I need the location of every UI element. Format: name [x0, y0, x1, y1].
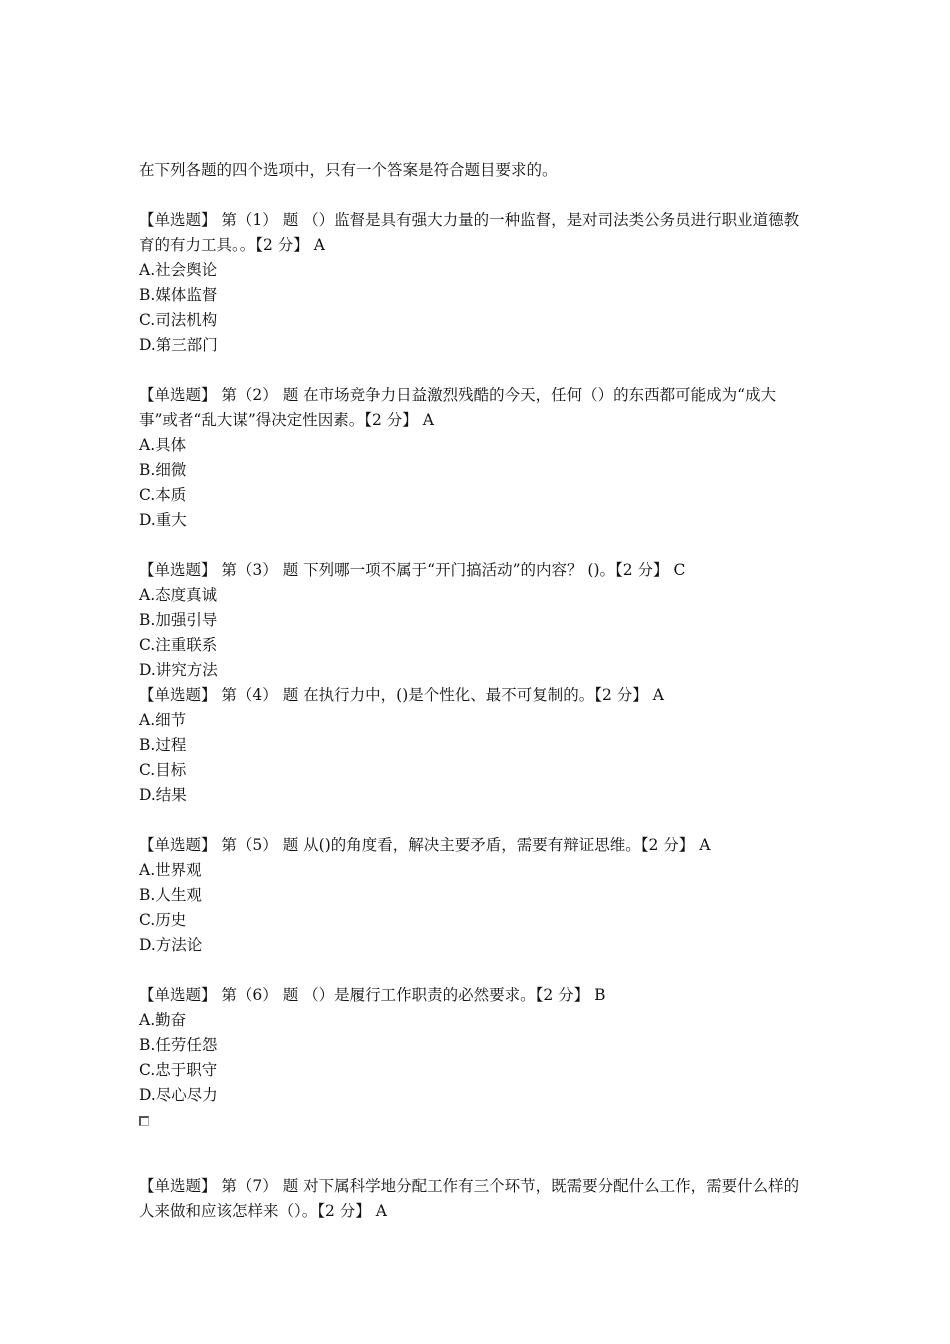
option-b: B.媒体监督: [139, 286, 218, 304]
instructions: 在下列各题的四个选项中，只有一个答案是符合题目要求的。: [139, 161, 558, 179]
question-stem: 【单选题】 第（5） 题 从()的角度看，解决主要矛盾，需要有辩证思维。【2 分】 A: [139, 836, 711, 854]
option-c: C.司法机构: [139, 311, 218, 329]
option-d: D.讲究方法: [139, 661, 218, 679]
question-stem: 【单选题】 第（6） 题 （）是履行工作职责的必然要求。【2 分】 B: [139, 986, 606, 1004]
option-c: C.注重联系: [139, 636, 218, 654]
question-stem: 【单选题】 第（4） 题 在执行力中，()是个性化、最不可复制的。【2 分】 A: [139, 686, 664, 704]
option-d: D.重大: [139, 511, 187, 529]
option-a: A.具体: [139, 436, 187, 454]
option-c: C.目标: [139, 761, 187, 779]
option-c: C.本质: [139, 486, 187, 504]
option-d: D.结果: [139, 786, 187, 804]
option-c: C.历史: [139, 911, 187, 929]
question-5: [139, 833, 811, 958]
option-b: B.过程: [139, 736, 187, 754]
option-d: D.方法论: [139, 936, 203, 954]
question-stem: 【单选题】 第（7） 题 对下属科学地分配工作有三个环节，既需要分配什么工作，需要什么样的人来做和应该怎样来（）。【2 分】 A: [139, 1177, 800, 1220]
option-a: A.态度真诚: [139, 586, 218, 604]
option-a: A.细节: [139, 711, 187, 729]
question-7: [139, 1174, 811, 1224]
option-a: A.社会舆论: [139, 261, 218, 279]
question-stem: 【单选题】 第（3） 题 下列哪一项不属于“开门搞活动”的内容？ ()。【2 分】 C: [139, 561, 686, 579]
question-2: [139, 383, 811, 533]
question-1: [139, 208, 811, 358]
option-a: A.世界观: [139, 861, 202, 879]
option-b: B.人生观: [139, 886, 202, 904]
question-stem: 【单选题】 第（2） 题 在市场竞争力日益激烈残酷的今天，任何（）的东西都可能成为“成大事”或者“乱大谋”得决定性因素。【2 分】 A: [139, 386, 777, 429]
option-b: B.细微: [139, 461, 187, 479]
option-d: D.第三部门: [139, 336, 218, 354]
option-c: C.忠于职守: [139, 1061, 218, 1079]
question-4: [139, 683, 811, 808]
option-a: A.勤奋: [139, 1011, 187, 1029]
question-3: [139, 558, 811, 683]
option-d: D.尽心尽力: [139, 1086, 218, 1104]
checkbox-icon[interactable]: [139, 1116, 149, 1126]
question-6: [139, 983, 811, 1108]
question-stem: 【单选题】 第（1） 题 （）监督是具有强大力量的一种监督，是对司法类公务员进行职业道德教育的有力工具。。【2 分】 A: [139, 211, 800, 254]
option-b: B.任劳任怨: [139, 1036, 218, 1054]
document-page: [139, 158, 811, 1249]
option-b: B.加强引导: [139, 611, 218, 629]
